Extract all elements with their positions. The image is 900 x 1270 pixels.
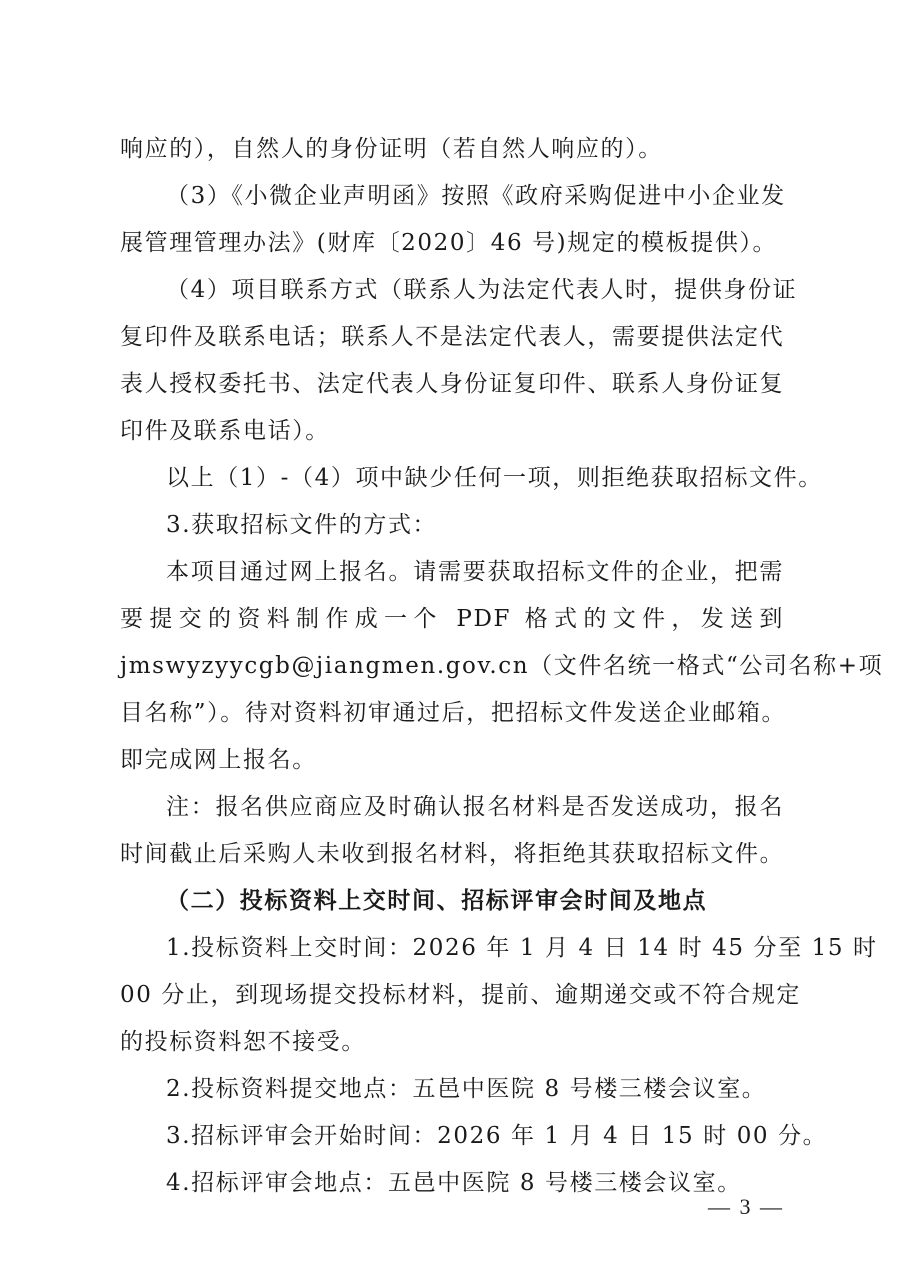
text-line-5: 复印件及联系电话；联系人不是法定代表人，需要提供法定代: [120, 324, 785, 350]
text-line-3: 展管理管理办法》(财库〔2020〕46 号)规定的模板提供）。: [120, 230, 778, 256]
submission-time-line-3: 的投标资料恕不接受。: [120, 1029, 366, 1055]
submission-time-line-2: 00 分止，到现场提交投标材料，提前、逾期递交或不符合规定: [120, 982, 801, 1008]
text-line-6: 表人授权委托书、法定代表人身份证复印件、联系人身份证复: [120, 371, 785, 397]
text-line-14: 即完成网上报名。: [120, 747, 317, 773]
text-line-10: 本项目通过网上报名。请需要获取招标文件的企业，把需: [166, 559, 784, 585]
section-heading-submission: （二）投标资料上交时间、招标评审会时间及地点: [166, 887, 708, 914]
text-line-2: （3）《小微企业声明函》按照《政府采购促进中小企业发: [166, 183, 786, 209]
review-location: 4.招标评审会地点：五邑中医院 8 号楼三楼会议室。: [166, 1170, 742, 1196]
text-line-7: 印件及联系电话）。: [120, 418, 330, 444]
submission-location: 2.投标资料提交地点：五邑中医院 8 号楼三楼会议室。: [166, 1076, 767, 1102]
note-line-2: 时间截止后采购人未收到报名材料，将拒绝其获取招标文件。: [120, 841, 785, 867]
review-start-time: 3.招标评审会开始时间：2026 年 1 月 4 日 15 时 00 分。: [166, 1123, 828, 1149]
text-line-1: 响应的），自然人的身份证明（若自然人响应的）。: [120, 136, 663, 162]
page-number: — 3 —: [708, 1194, 784, 1219]
text-line-4: （4）项目联系方式（联系人为法定代表人时，提供身份证: [166, 277, 798, 303]
text-line-11: 要提交的资料制作成一个 PDF 格式的文件，发送到: [120, 606, 784, 632]
text-line-8: 以上（1）-（4）项中缺少任何一项，则拒绝获取招标文件。: [166, 465, 823, 491]
email-line: jmswyzyycgb@jiangmen.gov.cn（文件名统一格式“公司名称+项: [120, 653, 884, 679]
submission-time-line-1: 1.投标资料上交时间：2026 年 1 月 4 日 14 时 45 分至 15 时: [166, 935, 878, 961]
section-heading-obtain-method: 3.获取招标文件的方式：: [166, 512, 438, 538]
text-line-13: 目名称”）。待对资料初审通过后，把招标文件发送企业邮箱。: [120, 700, 787, 726]
note-line-1: 注：报名供应商应及时确认报名材料是否发送成功，报名: [166, 794, 784, 820]
